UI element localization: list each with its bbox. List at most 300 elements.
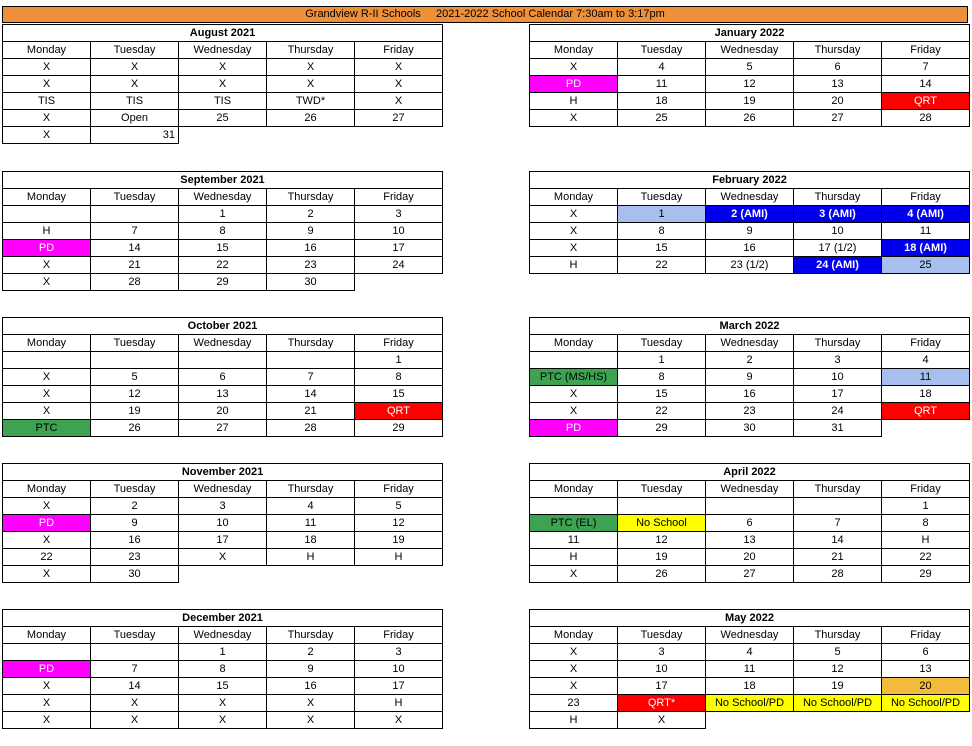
month-title: December 2021: [3, 610, 443, 627]
day-cell: X: [530, 110, 618, 127]
day-cell: 11: [267, 515, 355, 532]
weekday-header-wednesday: Wednesday: [706, 627, 794, 644]
day-cell: 3 (AMI): [794, 206, 882, 223]
day-cell: X: [179, 76, 267, 93]
weekday-header-thursday: Thursday: [267, 189, 355, 206]
day-cell: 29: [882, 566, 970, 583]
month-table-september-2021: [2, 171, 443, 291]
day-cell: 25: [618, 110, 706, 127]
day-cell: 6: [706, 515, 794, 532]
day-cell: 23 (1/2): [706, 257, 794, 274]
day-cell: X: [530, 59, 618, 76]
day-cell: 20: [794, 93, 882, 110]
day-cell: X: [3, 110, 91, 127]
weekday-header-friday: Friday: [355, 335, 443, 352]
week-row: [3, 352, 443, 369]
weekday-header-wednesday: Wednesday: [706, 335, 794, 352]
day-cell: 2: [267, 644, 355, 661]
weekday-header-friday: Friday: [882, 189, 970, 206]
day-cell: [530, 352, 618, 369]
weekday-header-thursday: Thursday: [794, 481, 882, 498]
day-cell: 21: [267, 403, 355, 420]
day-cell: 30: [706, 420, 794, 437]
week-row: [3, 644, 443, 661]
day-cell: X: [530, 240, 618, 257]
day-cell: [91, 644, 179, 661]
day-cell: 16: [706, 240, 794, 257]
day-cell: X: [267, 59, 355, 76]
week-row: [530, 566, 970, 583]
weekday-header-friday: Friday: [882, 481, 970, 498]
day-cell: 24 (AMI): [794, 257, 882, 274]
day-cell: 1: [618, 206, 706, 223]
day-cell: X: [3, 403, 91, 420]
weekday-header-wednesday: Wednesday: [706, 189, 794, 206]
day-cell: 9: [267, 223, 355, 240]
day-cell: X: [267, 695, 355, 712]
weekday-header-wednesday: Wednesday: [179, 481, 267, 498]
day-cell: 26: [267, 110, 355, 127]
day-cell: 28: [882, 110, 970, 127]
week-row: [3, 110, 443, 127]
day-cell: 11: [882, 223, 970, 240]
day-cell: X: [3, 695, 91, 712]
week-row: [530, 240, 970, 257]
empty-cell: [355, 127, 443, 144]
day-cell: 7: [882, 59, 970, 76]
day-cell: No School: [618, 515, 706, 532]
day-cell: 18 (AMI): [882, 240, 970, 257]
day-cell: 16: [267, 678, 355, 695]
day-cell: 30: [267, 274, 355, 291]
day-cell: X: [355, 712, 443, 729]
week-row: [3, 532, 443, 549]
day-cell: X: [530, 644, 618, 661]
weekday-header-monday: Monday: [3, 481, 91, 498]
day-cell: PTC (MS/HS): [530, 369, 618, 386]
day-cell: 15: [618, 386, 706, 403]
day-cell: 25: [179, 110, 267, 127]
month-table-february-2022: [529, 171, 970, 274]
weekday-header-thursday: Thursday: [794, 42, 882, 59]
week-row: [3, 386, 443, 403]
month-title: January 2022: [530, 25, 970, 42]
empty-cell: [706, 712, 794, 729]
day-cell: X: [530, 566, 618, 583]
day-cell: 15: [355, 386, 443, 403]
day-cell: 5: [794, 644, 882, 661]
empty-cell: [267, 566, 355, 583]
day-cell: X: [3, 127, 91, 144]
day-cell: X: [91, 59, 179, 76]
week-row: [3, 59, 443, 76]
day-cell: 8: [618, 223, 706, 240]
day-cell: 14: [91, 240, 179, 257]
day-cell: 28: [794, 566, 882, 583]
day-cell: [91, 352, 179, 369]
day-cell: [267, 352, 355, 369]
day-cell: 1: [355, 352, 443, 369]
weekday-header-monday: Monday: [3, 335, 91, 352]
weekday-header-tuesday: Tuesday: [91, 42, 179, 59]
day-cell: X: [3, 566, 91, 583]
week-row: [3, 549, 443, 566]
empty-cell: [179, 127, 267, 144]
month-table-april-2022: [529, 463, 970, 583]
day-cell: 25: [882, 257, 970, 274]
month-table-january-2022: [529, 24, 970, 127]
day-cell: [794, 498, 882, 515]
day-cell: 18: [267, 532, 355, 549]
day-cell: 16: [706, 386, 794, 403]
week-row: [3, 420, 443, 437]
week-row: [530, 678, 970, 695]
day-cell: 19: [794, 678, 882, 695]
day-cell: PD: [3, 515, 91, 532]
day-cell: 29: [355, 420, 443, 437]
day-cell: 16: [267, 240, 355, 257]
weekday-header-monday: Monday: [530, 481, 618, 498]
day-cell: 14: [91, 678, 179, 695]
day-cell: X: [91, 695, 179, 712]
day-cell: 26: [706, 110, 794, 127]
day-cell: 3: [355, 206, 443, 223]
weekday-header-thursday: Thursday: [267, 481, 355, 498]
week-row: [3, 515, 443, 532]
day-cell: 26: [91, 420, 179, 437]
day-cell: X: [179, 695, 267, 712]
weekday-header-monday: Monday: [3, 189, 91, 206]
day-cell: X: [179, 712, 267, 729]
day-cell: X: [3, 257, 91, 274]
day-cell: X: [530, 206, 618, 223]
month-title: November 2021: [3, 464, 443, 481]
week-row: [3, 403, 443, 420]
day-cell: 10: [179, 515, 267, 532]
weekday-header-tuesday: Tuesday: [618, 189, 706, 206]
weekday-header-thursday: Thursday: [267, 335, 355, 352]
day-cell: X: [618, 712, 706, 729]
day-cell: 3: [794, 352, 882, 369]
day-cell: 23: [91, 549, 179, 566]
day-cell: 29: [179, 274, 267, 291]
weekday-header-monday: Monday: [530, 627, 618, 644]
day-cell: 15: [179, 240, 267, 257]
day-cell: 12: [618, 532, 706, 549]
week-row: [530, 661, 970, 678]
weekday-header-thursday: Thursday: [794, 189, 882, 206]
weekday-header-tuesday: Tuesday: [91, 481, 179, 498]
week-row: [3, 223, 443, 240]
day-cell: 12: [91, 386, 179, 403]
day-cell: 5: [355, 498, 443, 515]
day-cell: 14: [882, 76, 970, 93]
day-cell: 8: [179, 223, 267, 240]
day-cell: 10: [618, 661, 706, 678]
day-cell: 28: [91, 274, 179, 291]
month-table-november-2021: [2, 463, 443, 583]
day-cell: 4: [882, 352, 970, 369]
day-cell: 7: [91, 223, 179, 240]
day-cell: 13: [882, 661, 970, 678]
month-title: March 2022: [530, 318, 970, 335]
day-cell: 13: [794, 76, 882, 93]
day-cell: [530, 498, 618, 515]
weekday-header-thursday: Thursday: [267, 42, 355, 59]
day-cell: [3, 206, 91, 223]
week-row: [3, 678, 443, 695]
day-cell: 17 (1/2): [794, 240, 882, 257]
day-cell: X: [267, 712, 355, 729]
week-row: [530, 532, 970, 549]
day-cell: 11: [618, 76, 706, 93]
day-cell: 17: [179, 532, 267, 549]
day-cell: 30: [91, 566, 179, 583]
day-cell: 27: [179, 420, 267, 437]
day-cell: 9: [706, 369, 794, 386]
month-table-march-2022: [529, 317, 970, 437]
day-cell: QRT: [882, 403, 970, 420]
weekday-header-monday: Monday: [530, 42, 618, 59]
week-row: [530, 369, 970, 386]
month-table-october-2021: [2, 317, 443, 437]
week-row: [530, 695, 970, 712]
day-cell: X: [530, 223, 618, 240]
day-cell: 10: [355, 223, 443, 240]
day-cell: PD: [530, 76, 618, 93]
day-cell: 18: [882, 386, 970, 403]
weekday-header-tuesday: Tuesday: [91, 335, 179, 352]
day-cell: H: [530, 257, 618, 274]
week-row: [3, 498, 443, 515]
week-row: [530, 59, 970, 76]
empty-cell: [794, 712, 882, 729]
weekday-header-thursday: Thursday: [794, 335, 882, 352]
day-cell: 22: [618, 403, 706, 420]
weekday-header-monday: Monday: [530, 189, 618, 206]
day-cell: 14: [267, 386, 355, 403]
day-cell: 1: [179, 644, 267, 661]
day-cell: 9: [267, 661, 355, 678]
day-cell: X: [91, 76, 179, 93]
day-cell: 1: [618, 352, 706, 369]
week-row: [530, 110, 970, 127]
weekday-header-tuesday: Tuesday: [618, 481, 706, 498]
week-row: [530, 549, 970, 566]
month-table-august-2021: [2, 24, 443, 144]
day-cell: 19: [355, 532, 443, 549]
day-cell: 11: [530, 532, 618, 549]
day-cell: [618, 498, 706, 515]
day-cell: 2: [91, 498, 179, 515]
day-cell: 23: [267, 257, 355, 274]
month-title: February 2022: [530, 172, 970, 189]
weekday-header-friday: Friday: [355, 481, 443, 498]
month-title: April 2022: [530, 464, 970, 481]
month-title: October 2021: [3, 318, 443, 335]
day-cell: [3, 352, 91, 369]
day-cell: 17: [794, 386, 882, 403]
day-cell: 11: [882, 369, 970, 386]
week-row: [3, 712, 443, 729]
day-cell: [179, 352, 267, 369]
day-cell: 19: [618, 549, 706, 566]
day-cell: 1: [882, 498, 970, 515]
week-row: [530, 644, 970, 661]
day-cell: 21: [794, 549, 882, 566]
day-cell: 6: [179, 369, 267, 386]
weekday-header-wednesday: Wednesday: [179, 335, 267, 352]
weekday-header-monday: Monday: [3, 42, 91, 59]
day-cell: QRT: [355, 403, 443, 420]
day-cell: X: [267, 76, 355, 93]
day-cell: 9: [91, 515, 179, 532]
empty-cell: [355, 274, 443, 291]
day-cell: X: [179, 59, 267, 76]
weekday-header-wednesday: Wednesday: [706, 42, 794, 59]
day-cell: PD: [3, 240, 91, 257]
day-cell: H: [882, 532, 970, 549]
day-cell: PTC (EL): [530, 515, 618, 532]
day-cell: No School/PD: [882, 695, 970, 712]
day-cell: No School/PD: [706, 695, 794, 712]
weekday-header-tuesday: Tuesday: [618, 42, 706, 59]
day-cell: 26: [618, 566, 706, 583]
day-cell: TIS: [91, 93, 179, 110]
day-cell: X: [3, 532, 91, 549]
weekday-header-tuesday: Tuesday: [91, 627, 179, 644]
day-cell: 3: [355, 644, 443, 661]
day-cell: X: [3, 712, 91, 729]
weekday-header-thursday: Thursday: [794, 627, 882, 644]
day-cell: 22: [3, 549, 91, 566]
day-cell: PD: [3, 661, 91, 678]
day-cell: H: [530, 549, 618, 566]
day-cell: TIS: [179, 93, 267, 110]
day-cell: 10: [794, 223, 882, 240]
day-cell: 10: [355, 661, 443, 678]
week-row: [530, 498, 970, 515]
day-cell: 12: [706, 76, 794, 93]
day-cell: 17: [618, 678, 706, 695]
calendar-header: Grandview R-II Schools 2021-2022 School Calendar 7:30am to 3:17pm: [2, 6, 968, 23]
day-cell: QRT*: [618, 695, 706, 712]
day-cell: 20: [706, 549, 794, 566]
week-row: [3, 240, 443, 257]
month-table-december-2021: [2, 609, 443, 729]
week-row: [3, 274, 443, 291]
day-cell: 27: [355, 110, 443, 127]
week-row: [3, 127, 443, 144]
week-row: [530, 515, 970, 532]
week-row: [530, 93, 970, 110]
day-cell: TWD*: [267, 93, 355, 110]
weekday-header-wednesday: Wednesday: [179, 189, 267, 206]
day-cell: 22: [179, 257, 267, 274]
day-cell: 7: [267, 369, 355, 386]
day-cell: H: [530, 712, 618, 729]
day-cell: H: [355, 695, 443, 712]
week-row: [530, 403, 970, 420]
day-cell: 2: [706, 352, 794, 369]
week-row: [530, 257, 970, 274]
day-cell: 12: [794, 661, 882, 678]
day-cell: 27: [706, 566, 794, 583]
day-cell: X: [3, 678, 91, 695]
weekday-header-tuesday: Tuesday: [91, 189, 179, 206]
day-cell: 27: [794, 110, 882, 127]
day-cell: 3: [618, 644, 706, 661]
day-cell: 14: [794, 532, 882, 549]
day-cell: 4: [618, 59, 706, 76]
month-table-may-2022: [529, 609, 970, 729]
day-cell: PD: [530, 420, 618, 437]
day-cell: 13: [706, 532, 794, 549]
week-row: [3, 661, 443, 678]
day-cell: 29: [618, 420, 706, 437]
day-cell: 12: [355, 515, 443, 532]
week-row: [530, 386, 970, 403]
day-cell: 8: [882, 515, 970, 532]
day-cell: H: [3, 223, 91, 240]
day-cell: 9: [706, 223, 794, 240]
weekday-header-monday: Monday: [3, 627, 91, 644]
weekday-header-tuesday: Tuesday: [618, 335, 706, 352]
day-cell: X: [530, 661, 618, 678]
day-cell: 4 (AMI): [882, 206, 970, 223]
week-row: [3, 206, 443, 223]
day-cell: 13: [179, 386, 267, 403]
day-cell: 19: [91, 403, 179, 420]
day-cell: 4: [706, 644, 794, 661]
weekday-header-friday: Friday: [355, 42, 443, 59]
day-cell: PTC: [3, 420, 91, 437]
day-cell: [3, 644, 91, 661]
weekday-header-tuesday: Tuesday: [618, 627, 706, 644]
week-row: [530, 352, 970, 369]
day-cell: 7: [91, 661, 179, 678]
day-cell: 24: [794, 403, 882, 420]
day-cell: X: [3, 76, 91, 93]
day-cell: 16: [91, 532, 179, 549]
day-cell: 7: [794, 515, 882, 532]
day-cell: X: [3, 386, 91, 403]
day-cell: 31: [91, 127, 179, 144]
day-cell: [91, 206, 179, 223]
weekday-header-friday: Friday: [882, 627, 970, 644]
day-cell: [706, 498, 794, 515]
day-cell: 5: [706, 59, 794, 76]
day-cell: 10: [794, 369, 882, 386]
day-cell: 8: [179, 661, 267, 678]
weekday-header-friday: Friday: [882, 42, 970, 59]
week-row: [3, 369, 443, 386]
month-title: May 2022: [530, 610, 970, 627]
day-cell: 18: [618, 93, 706, 110]
week-row: [3, 93, 443, 110]
day-cell: H: [355, 549, 443, 566]
day-cell: 21: [91, 257, 179, 274]
weekday-header-wednesday: Wednesday: [706, 481, 794, 498]
day-cell: No School/PD: [794, 695, 882, 712]
day-cell: X: [530, 403, 618, 420]
week-row: [530, 76, 970, 93]
day-cell: 24: [355, 257, 443, 274]
weekday-header-friday: Friday: [355, 189, 443, 206]
weekday-header-wednesday: Wednesday: [179, 627, 267, 644]
week-row: [3, 76, 443, 93]
day-cell: 28: [267, 420, 355, 437]
